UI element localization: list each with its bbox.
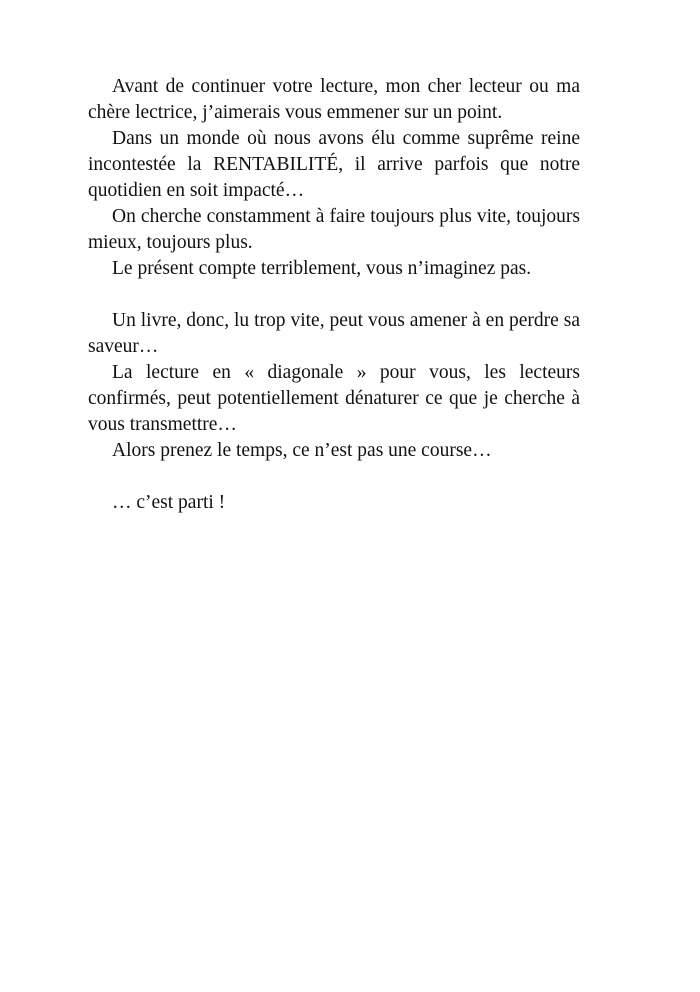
paragraph: Alors prenez le temps, ce n’est pas une course… [112, 440, 492, 461]
paragraph: Un livre, donc, lu trop vite, peut vous amener à en perdre sa saveur… [88, 310, 580, 357]
paragraph: Dans un monde où nous avons élu comme suprême reine incontestée la RENTABILITÉ, il arrive parfois que notre quotidien en soit impacté… [88, 128, 580, 201]
page-text [88, 74, 580, 516]
paragraph: On cherche constamment à faire toujours plus vite, toujours mieux, toujours plus. [88, 206, 580, 253]
paragraph: Le présent compte terriblement, vous n’imaginez pas. [112, 258, 532, 279]
section-gap [88, 464, 580, 490]
closing-line: … c’est parti ! [112, 492, 226, 513]
paragraph: Avant de continuer votre lecture, mon cher lecteur ou ma chère lectrice, j’aimerais vous emmener sur un point. [88, 76, 580, 123]
section-gap [88, 282, 580, 308]
paragraph: La lecture en « diagonale » pour vous, les lecteurs confirmés, peut potentiellement dénaturer ce que je cherche à vous transmettre… [88, 362, 580, 435]
